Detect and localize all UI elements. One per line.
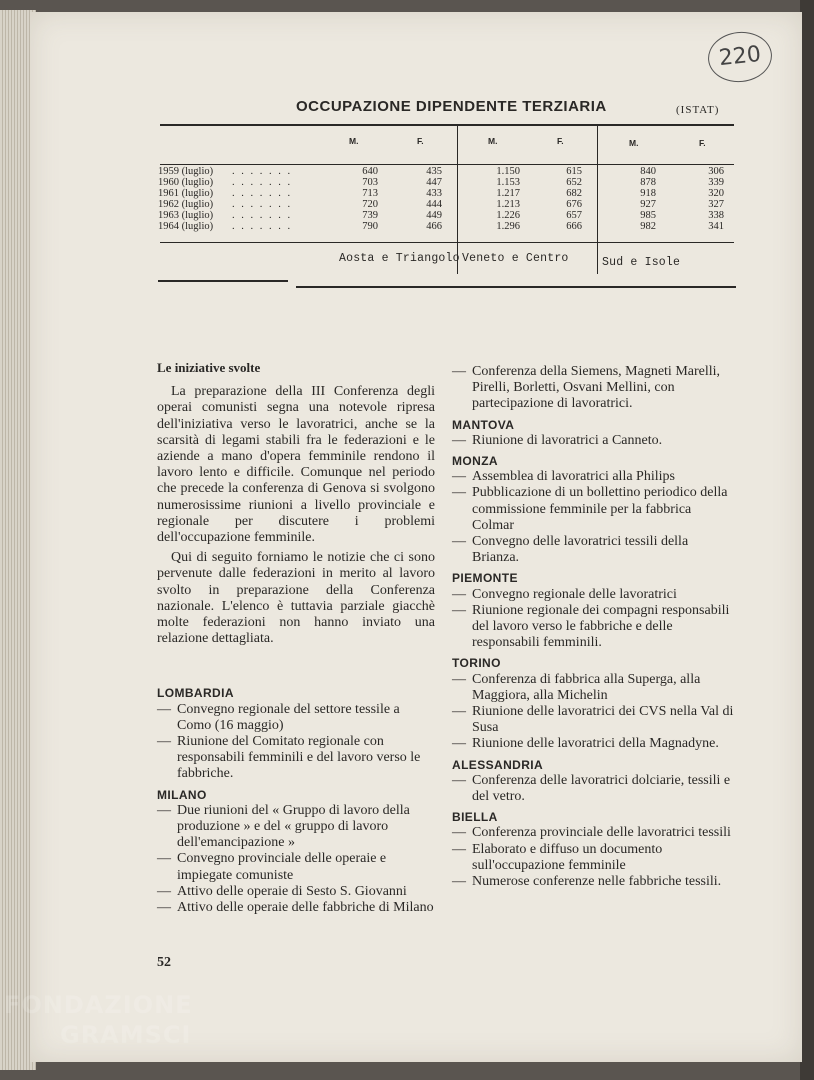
- cell: 327: [708, 199, 724, 210]
- heading-monza: MONZA: [452, 454, 498, 469]
- table-row: [158, 166, 738, 177]
- handwritten-page-annotation: 220: [706, 29, 775, 85]
- table-row: [158, 177, 738, 188]
- cell: 703: [362, 177, 378, 188]
- list-item: — Pubblicazione di un bollettino periodico della commissione femminile per la fabbrica Colmar: [452, 485, 734, 534]
- list-item: — Attivo delle operaie delle fabbriche di Milano: [157, 900, 435, 916]
- cell: 1.226: [496, 210, 520, 221]
- cell: 341: [708, 221, 724, 232]
- table-source: (ISTAT): [676, 104, 720, 116]
- list-item: — Attivo delle operaie di Sesto S. Giovanni: [157, 884, 435, 900]
- paragraph-2: Qui di seguito forniamo le notizie che ci sono pervenute dalle federazioni in merito al lavoro svolto in preparazione della Conferenza nazionale. L'elenco è tuttavia parziale giacchè molte federazioni non hanno inviato una relazione dettagliata.: [157, 550, 435, 647]
- cell: 433: [426, 188, 442, 199]
- cell: 666: [566, 221, 582, 232]
- heading-torino: TORINO: [452, 656, 501, 671]
- header-f-3: F.: [699, 138, 706, 148]
- table-row: [158, 210, 738, 221]
- cell: 1.153: [496, 177, 520, 188]
- cell: 320: [708, 188, 724, 199]
- cell: 339: [708, 177, 724, 188]
- table-title: OCCUPAZIONE DIPENDENTE TERZIARIA: [296, 98, 607, 115]
- leader-dots: . . . . . . .: [232, 188, 293, 199]
- region-label-3: Sud e Isole: [602, 256, 681, 269]
- watermark-line-2: GRAMSCI: [60, 1021, 192, 1049]
- cell: 918: [640, 188, 656, 199]
- table-row: [158, 188, 738, 199]
- paragraph-1: La preparazione della III Conferenza degli operai comunisti segna una notevole ripresa dell'iniziativa verso le lavoratrici, anche se la scarsità di legami stabili fra le federazioni e le aziende a mano d'opera femminile rendono il lavoro lento e difficile. Comunque nel periodo che precede la conferenza di Genova si svolgono numerosissime riunioni a livello provinciale e regionale per discutere i problemi dell'occupazione femminile.: [157, 384, 435, 546]
- header-m-2: M.: [488, 136, 498, 146]
- list-item: — Riunione regionale dei compagni responsabili del lavoro verso le fabbriche e delle responsabili femminili.: [452, 603, 734, 652]
- cell: 449: [426, 210, 442, 221]
- region-label-2: Veneto e Centro: [462, 252, 569, 265]
- list-item: — Convegno delle lavoratrici tessili della Brianza.: [452, 534, 734, 566]
- left-column: [157, 360, 435, 916]
- cell: 1.296: [496, 221, 520, 232]
- year-label: 1962 (luglio): [158, 199, 214, 210]
- list-item: — Riunione delle lavoratrici dei CVS nella Val di Susa: [452, 704, 734, 736]
- list-item: — Convegno provinciale delle operaie e impiegate comuniste: [157, 851, 435, 883]
- cell: 790: [362, 221, 378, 232]
- cell: 682: [566, 188, 582, 199]
- year-label: 1964 (luglio): [158, 221, 214, 232]
- leader-dots: . . . . . . .: [232, 177, 293, 188]
- list-item: — Elaborato e diffuso un documento sull'occupazione femminile: [452, 842, 734, 874]
- leader-dots: . . . . . . .: [232, 210, 293, 221]
- heading-alessandria: ALESSANDRIA: [452, 757, 544, 772]
- year-label: 1960 (luglio): [158, 177, 214, 188]
- table-bottom-rule-right: [296, 286, 736, 288]
- table-row: [158, 199, 738, 210]
- heading-lombardia: LOMBARDIA: [157, 686, 234, 701]
- cell: 1.217: [496, 188, 520, 199]
- region-label-1: Aosta e Triangolo: [339, 252, 460, 265]
- table-body: [158, 166, 738, 232]
- cell: 720: [362, 199, 378, 210]
- list-item: — Riunione di lavoratrici a Canneto.: [452, 433, 734, 449]
- list-item: — Numerose conferenze nelle fabbriche tessili.: [452, 874, 734, 890]
- cell: 640: [362, 166, 378, 177]
- cell: 713: [362, 188, 378, 199]
- page-number: 52: [157, 955, 171, 970]
- list-item: — Due riunioni del « Gruppo di lavoro della produzione » e del « gruppo di lavoro dell'emancipazione »: [157, 803, 435, 852]
- rows-bottom-rule: [160, 242, 734, 243]
- cell: 985: [640, 210, 656, 221]
- heading-piemonte: PIEMONTE: [452, 571, 518, 586]
- list-item: — Convegno regionale delle lavoratrici: [452, 587, 734, 603]
- header-m-3: M.: [629, 138, 639, 148]
- list-item: — Conferenza delle lavoratrici dolciarie, tessili e del vetro.: [452, 773, 734, 805]
- year-label: 1959 (luglio): [158, 166, 214, 177]
- heading-milano: MILANO: [157, 787, 207, 802]
- cell: 878: [640, 177, 656, 188]
- header-m-1: M.: [349, 136, 359, 146]
- cell: 1.150: [496, 166, 520, 177]
- list-item: — Conferenza di fabbrica alla Superga, alla Maggiora, alla Michelin: [452, 672, 734, 704]
- cell: 676: [566, 199, 582, 210]
- cell: 306: [708, 166, 724, 177]
- heading-biella: BIELLA: [452, 810, 498, 825]
- table-top-rule: [160, 124, 734, 126]
- cell: 447: [426, 177, 442, 188]
- list-item: — Assemblea di lavoratrici alla Philips: [452, 469, 734, 485]
- table-bottom-rule-left: [158, 280, 288, 282]
- list-item: — Riunione delle lavoratrici della Magnadyne.: [452, 736, 734, 752]
- cell: 435: [426, 166, 442, 177]
- cell: 466: [426, 221, 442, 232]
- header-bottom-rule: [160, 164, 734, 165]
- binding-edge: [800, 0, 814, 1080]
- leader-dots: . . . . . . .: [232, 166, 293, 177]
- cell: 1.213: [496, 199, 520, 210]
- year-label: 1961 (luglio): [158, 188, 214, 199]
- leader-dots: . . . . . . .: [232, 199, 293, 210]
- cell: 982: [640, 221, 656, 232]
- header-f-2: F.: [557, 136, 564, 146]
- year-label: 1963 (luglio): [158, 210, 214, 221]
- cell: 444: [426, 199, 442, 210]
- cell: 652: [566, 177, 582, 188]
- section-heading: Le iniziative svolte: [157, 360, 261, 375]
- cell: 657: [566, 210, 582, 221]
- header-f-1: F.: [417, 136, 424, 146]
- leader-dots: . . . . . . .: [232, 221, 293, 232]
- right-column: [452, 364, 734, 890]
- watermark: [4, 990, 193, 1050]
- heading-mantova: MANTOVA: [452, 417, 515, 432]
- cell: 338: [708, 210, 724, 221]
- cell: 739: [362, 210, 378, 221]
- watermark-line-1: FONDAZIONE: [4, 991, 193, 1019]
- table-row: [158, 221, 738, 232]
- list-item: — Riunione del Comitato regionale con responsabili femminili e del lavoro verso le fabbriche.: [157, 734, 435, 783]
- list-item: — Convegno regionale del settore tessile a Como (16 maggio): [157, 702, 435, 734]
- list-item: — Conferenza provinciale delle lavoratrici tessili: [452, 825, 734, 841]
- list-item: — Conferenza della Siemens, Magneti Marelli, Pirelli, Borletti, Osvani Mellini, con partecipazione di lavoratrici.: [452, 364, 734, 413]
- cell: 840: [640, 166, 656, 177]
- cell: 615: [566, 166, 582, 177]
- cell: 927: [640, 199, 656, 210]
